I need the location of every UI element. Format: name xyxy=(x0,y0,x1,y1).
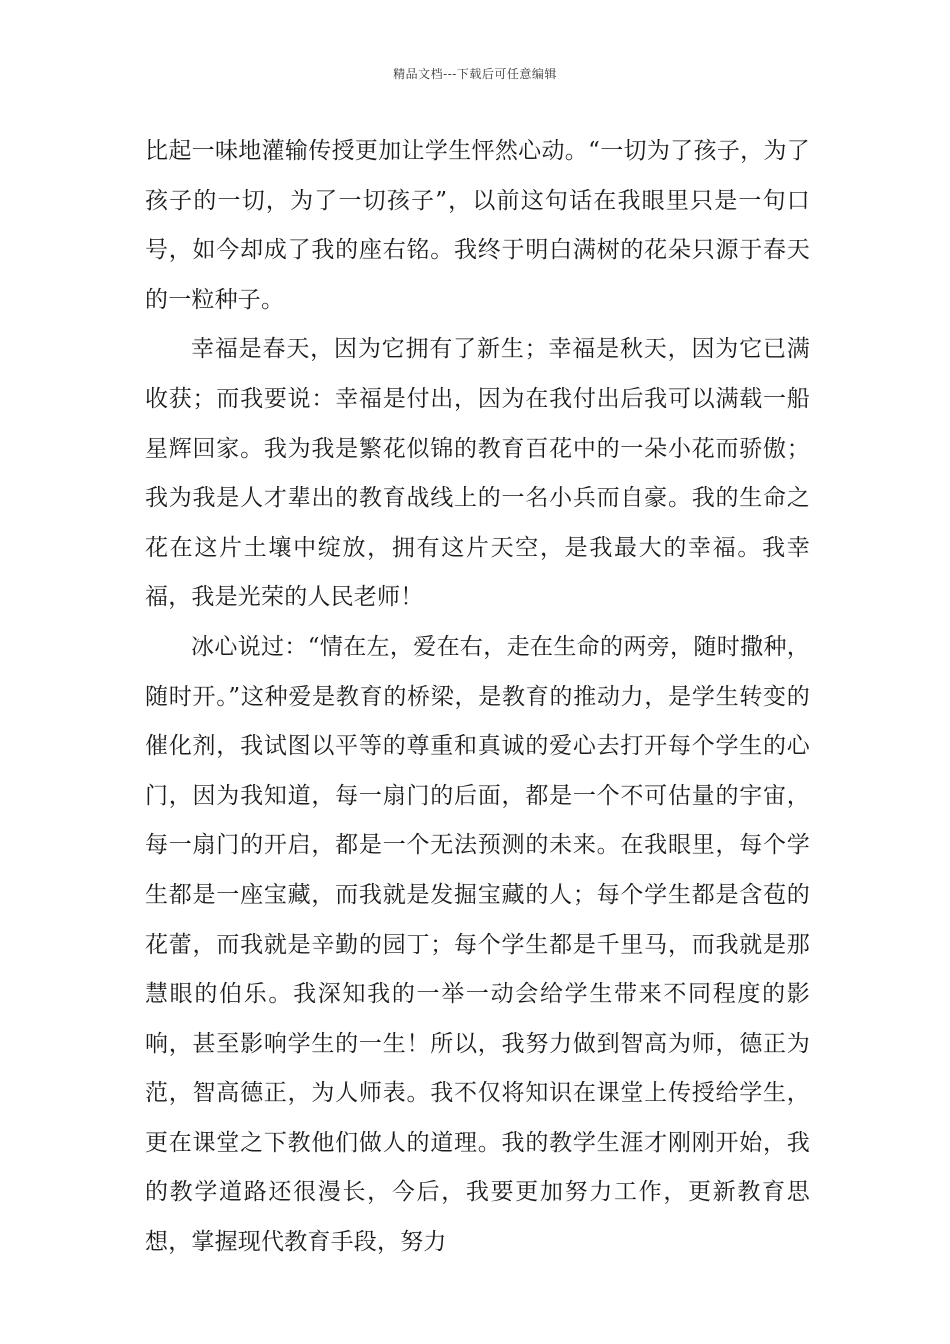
document-body xyxy=(145,127,810,1268)
page-header: 精品文档---下载后可任意编辑 xyxy=(393,67,557,81)
paragraph-1: 比起一味地灌输传授更加让学生怦然心动。“一切为了孩子，为了孩子的一切，为了一切孩子”，以前这句话在我眼里只是一句口号，如今却成了我的座右铭。我终于明白满树的花朵只源于春天的一粒种子。 xyxy=(145,138,810,313)
paragraph-3: 冰心说过：“情在左，爱在右，走在生命的两旁，随时撒种，随时开。”这种爱是教育的桥梁，是教育的推动力，是学生转变的催化剂，我试图以平等的尊重和真诚的爱心去打开每个学生的心门，因为我知道，每一扇门的后面，都是一个不可估量的宇宙，每一扇门的开启，都是一个无法预测的未来。在我眼里，每个学生都是一座宝藏，而我就是发掘宝藏的人；每个学生都是含苞的花蕾，而我就是辛勤的园丁；每个学生都是千里马，而我就是那慧眼的伯乐。我深知我的一举一动会给学生带来不同程度的影响，甚至影响学生的一生！所以，我努力做到智高为师，德正为范，智高德正，为人师表。我不仅将知识在课堂上传授给学生，更在课堂之下教他们做人的道理。我的教学生涯才刚刚开始，我的教学道路还很漫长，今后，我要更加努力工作，更新教育思想，掌握现代教育手段，努力 xyxy=(145,633,810,1256)
paragraph-2: 幸福是春天，因为它拥有了新生；幸福是秋天，因为它已满收获；而我要说：幸福是付出，因为在我付出后我可以满载一船星辉回家。我为我是繁花似锦的教育百花中的一朵小花而骄傲；我为我是人才辈出的教育战线上的一名小兵而自豪。我的生命之花在这片土壤中绽放，拥有这片天空，是我最大的幸福。我幸福，我是光荣的人民老师！ xyxy=(145,336,810,611)
